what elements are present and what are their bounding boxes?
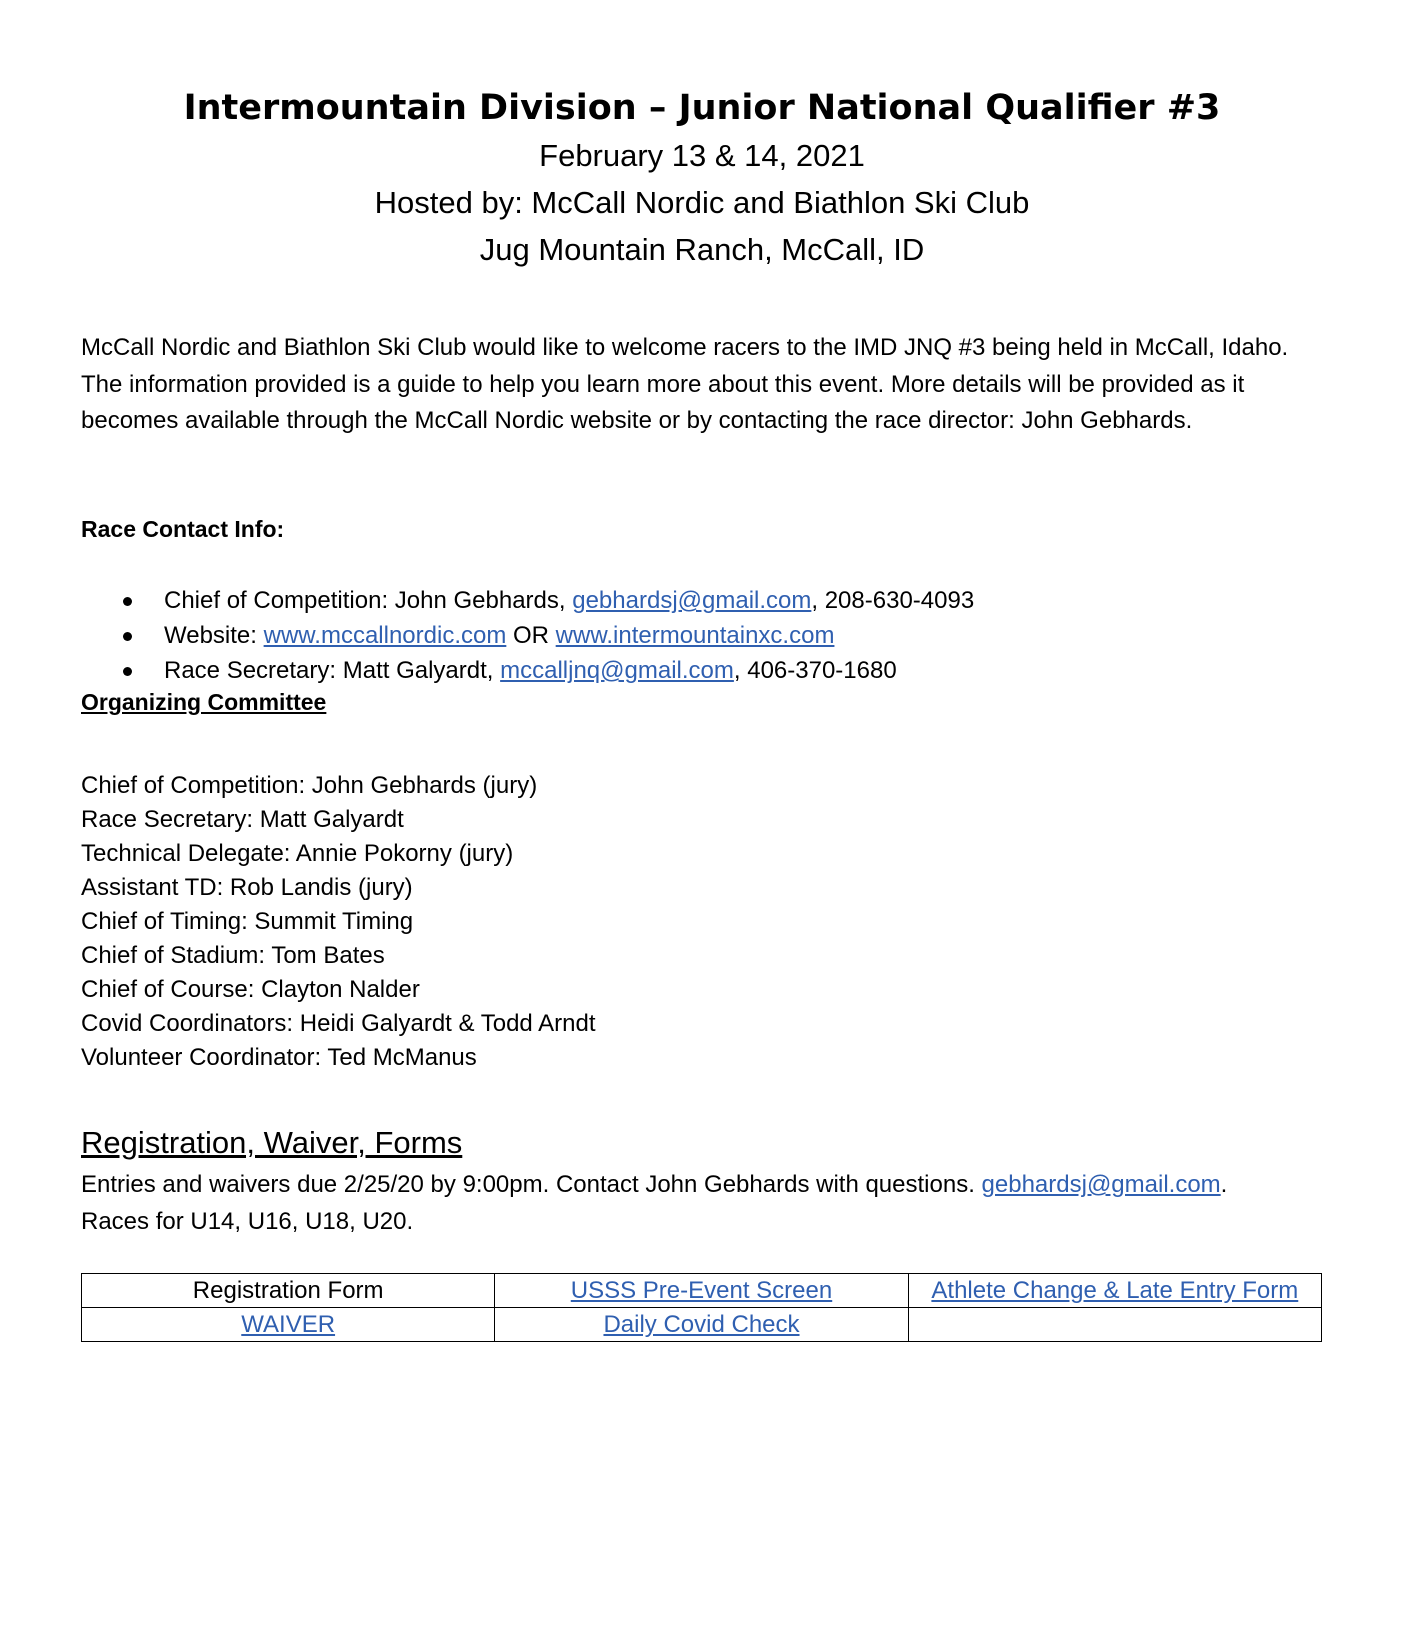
event-location: Jug Mountain Ranch, McCall, ID bbox=[479, 232, 925, 267]
table-cell bbox=[82, 1308, 495, 1342]
list-item: Chief of Timing: Summit Timing bbox=[81, 908, 414, 935]
race-contact-heading: Race Contact Info: bbox=[81, 516, 285, 542]
list-item: Race Secretary: Matt Galyardt bbox=[81, 806, 404, 833]
table-cell bbox=[495, 1274, 908, 1308]
list-item: Technical Delegate: Annie Pokorny (jury) bbox=[81, 840, 514, 867]
list-item: Chief of Course: Clayton Nalder bbox=[81, 976, 420, 1003]
registration-heading: Registration, Waiver, Forms bbox=[81, 1125, 463, 1160]
event-host: Hosted by: McCall Nordic and Biathlon Ski Club bbox=[374, 185, 1030, 220]
event-date: February 13 & 14, 2021 bbox=[539, 138, 865, 173]
race-contact-list bbox=[81, 583, 974, 688]
registration-text: Entries and waivers due 2/25/20 by 9:00pm. Contact John Gebhards with questions. gebhardsj@gmail.com. Races for U14, U16, U18, U20. bbox=[81, 1171, 1228, 1235]
secretary-email-link[interactable]: mccalljnq@gmail.com bbox=[500, 657, 734, 684]
chief-email-link[interactable]: gebhardsj@gmail.com bbox=[572, 587, 812, 614]
usss-pre-event-screen-link[interactable]: USSS Pre-Event Screen bbox=[570, 1277, 833, 1304]
registration-races-line: Races for U14, U16, U18, U20. bbox=[81, 1207, 414, 1235]
mccallnordic-website-link[interactable]: www.mccallnordic.com bbox=[263, 622, 507, 649]
registration-form-label: Registration Form bbox=[192, 1277, 384, 1304]
registration-email-link[interactable]: gebhardsj@gmail.com bbox=[981, 1171, 1221, 1198]
table-row bbox=[82, 1274, 1322, 1308]
contact-item-race-secretary: Race Secretary: Matt Galyardt, mccalljnq@gmail.com, 406-370-1680 bbox=[81, 653, 974, 688]
list-item: Assistant TD: Rob Landis (jury) bbox=[81, 874, 413, 901]
intermountainxc-website-link[interactable]: www.intermountainxc.com bbox=[555, 622, 835, 649]
table-cell bbox=[82, 1274, 495, 1308]
organizing-committee-heading: Organizing Committee bbox=[81, 689, 327, 715]
list-item: Covid Coordinators: Heidi Galyardt & Todd Arndt bbox=[81, 1010, 596, 1037]
list-item: Chief of Stadium: Tom Bates bbox=[81, 942, 385, 969]
list-item: Volunteer Coordinator: Ted McManus bbox=[81, 1044, 477, 1071]
committee-list bbox=[81, 769, 596, 1075]
contact-item-website: Website: www.mccallnordic.com OR www.intermountainxc.com bbox=[81, 618, 974, 653]
bullet-icon bbox=[123, 667, 132, 676]
table-cell bbox=[495, 1308, 908, 1342]
table-cell bbox=[908, 1274, 1321, 1308]
waiver-link[interactable]: WAIVER bbox=[241, 1311, 336, 1338]
intro-paragraph: McCall Nordic and Biathlon Ski Club would like to welcome racers to the IMD JNQ #3 being held in McCall, Idaho. The information provided is a guide to help you learn more about this event. More details will be provided as it becomes available through the McCall Nordic website or by contacting the race director: John Gebhards. bbox=[81, 334, 1289, 434]
bullet-icon bbox=[123, 632, 132, 641]
forms-table bbox=[81, 1273, 1322, 1342]
list-item: Chief of Competition: John Gebhards (jury) bbox=[81, 772, 538, 799]
table-cell-empty bbox=[908, 1308, 1321, 1342]
athlete-change-late-entry-link[interactable]: Athlete Change & Late Entry Form bbox=[931, 1277, 1299, 1304]
daily-covid-check-link[interactable]: Daily Covid Check bbox=[603, 1311, 800, 1338]
page-title: Intermountain Division – Junior National Qualifier #3 bbox=[183, 88, 1221, 128]
contact-item-chief-of-competition: Chief of Competition: John Gebhards, gebhardsj@gmail.com, 208-630-4093 bbox=[81, 583, 974, 618]
bullet-icon bbox=[123, 597, 132, 606]
table-row bbox=[82, 1308, 1322, 1342]
